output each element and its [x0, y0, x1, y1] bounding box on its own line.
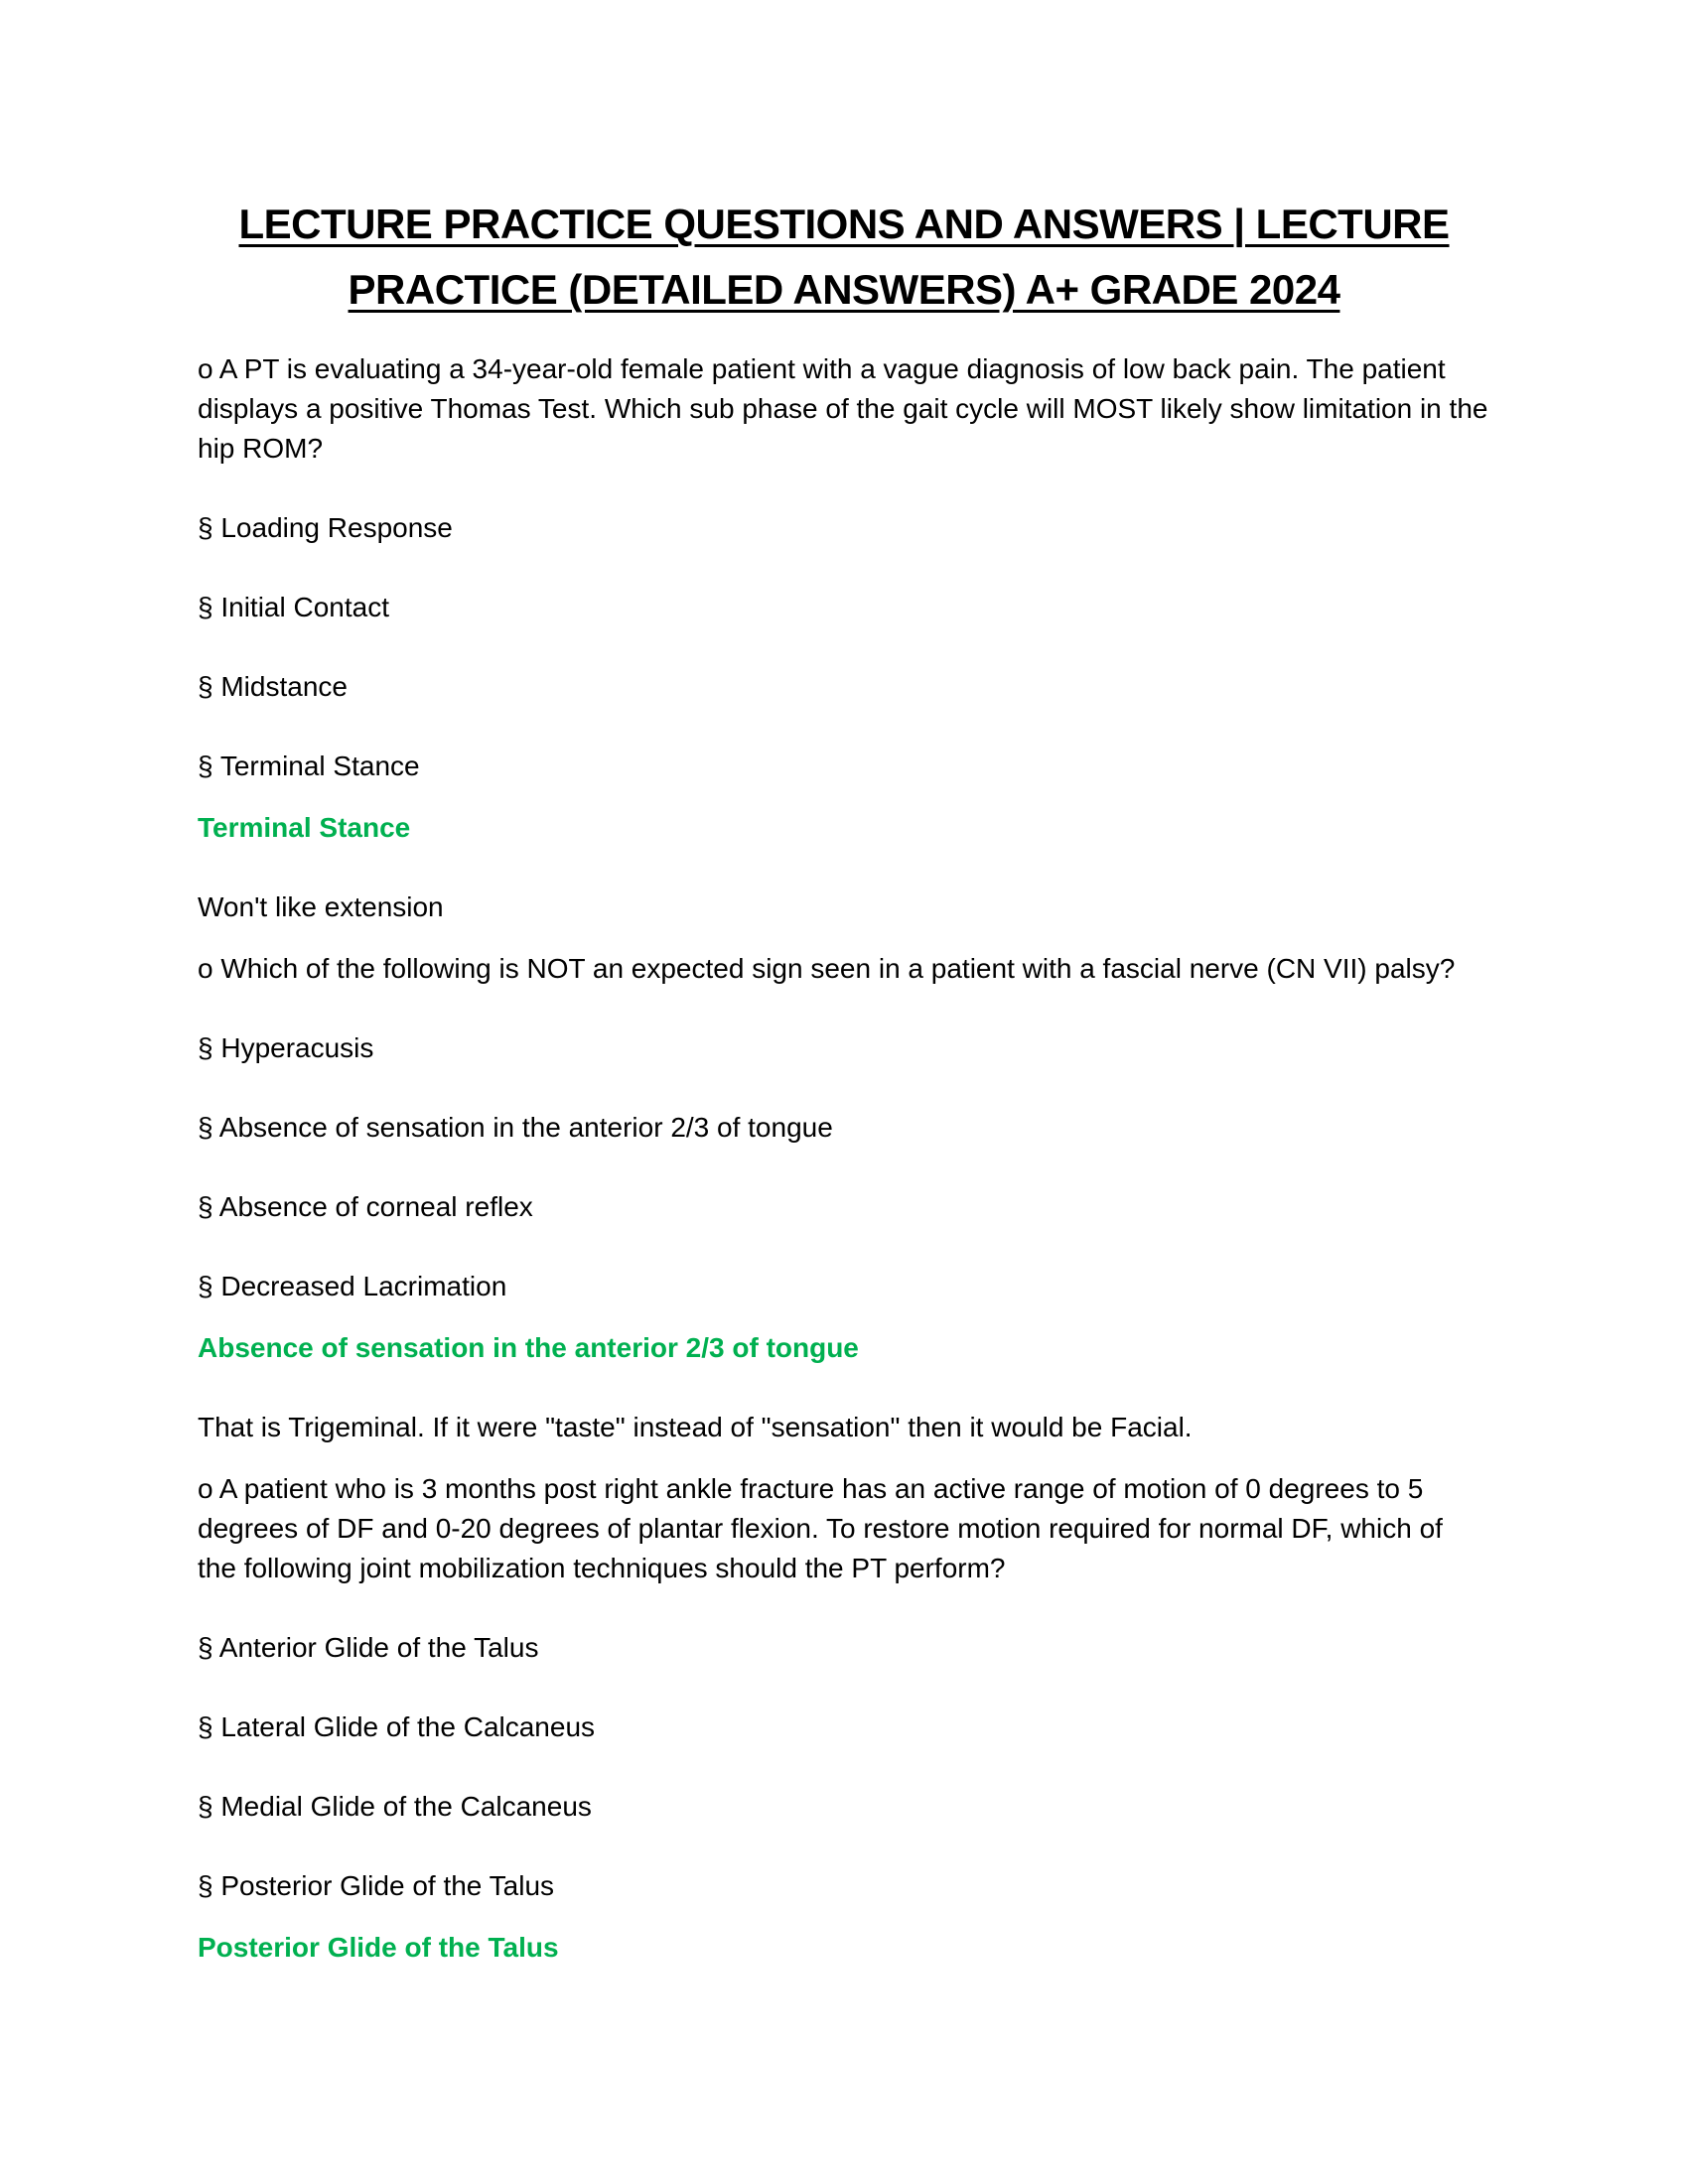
question-3-option-b: § Lateral Glide of the Calcaneus: [198, 1711, 596, 1742]
question-1-option-c: § Midstance: [198, 671, 348, 702]
question-3-option-c: § Medial Glide of the Calcaneus: [198, 1791, 592, 1822]
question-3-option-a: § Anterior Glide of the Talus: [198, 1632, 539, 1663]
question-3-answer: Posterior Glide of the Talus: [198, 1932, 559, 1963]
question-1-text-line-2: displays a positive Thomas Test. Which sub phase of the gait cycle will MOST likely show limitation in the: [198, 393, 1488, 424]
question-2-option-a: § Hyperacusis: [198, 1032, 374, 1063]
question-2-answer: Absence of sensation in the anterior 2/3 of tongue: [198, 1332, 859, 1363]
question-3-option-d: § Posterior Glide of the Talus: [198, 1870, 555, 1901]
question-2-option-c: § Absence of corneal reflex: [198, 1191, 533, 1222]
question-2-text-line-1: o Which of the following is NOT an expected sign seen in a patient with a fascial nerve (CN VII) palsy?: [198, 953, 1456, 984]
question-3-text-line-2: degrees of DF and 0-20 degrees of plantar flexion. To restore motion required for normal DF, which of: [198, 1513, 1443, 1544]
question-1-option-b: § Initial Contact: [198, 592, 389, 622]
question-3-text-line-1: o A patient who is 3 months post right ankle fracture has an active range of motion of 0 degrees to 5: [198, 1473, 1424, 1504]
question-1-option-d: § Terminal Stance: [198, 751, 420, 781]
document-title-line-1: LECTURE PRACTICE QUESTIONS AND ANSWERS | LECTURE: [238, 201, 1450, 247]
question-1-text-line-3: hip ROM?: [198, 433, 324, 464]
question-1-option-a: § Loading Response: [198, 512, 453, 543]
question-1-answer: Terminal Stance: [198, 812, 411, 843]
question-1-text-line-1: o A PT is evaluating a 34-year-old female patient with a vague diagnosis of low back pain. The patient: [198, 353, 1446, 384]
question-2-explanation: That is Trigeminal. If it were "taste" instead of "sensation" then it would be Facial.: [198, 1412, 1193, 1442]
question-2-option-d: § Decreased Lacrimation: [198, 1271, 507, 1301]
question-3-text-line-3: the following joint mobilization techniques should the PT perform?: [198, 1553, 1006, 1583]
document-title-line-2: PRACTICE (DETAILED ANSWERS) A+ GRADE 2024: [348, 266, 1340, 313]
question-2-option-b: § Absence of sensation in the anterior 2/3 of tongue: [198, 1112, 833, 1143]
question-1-explanation: Won't like extension: [198, 891, 444, 922]
